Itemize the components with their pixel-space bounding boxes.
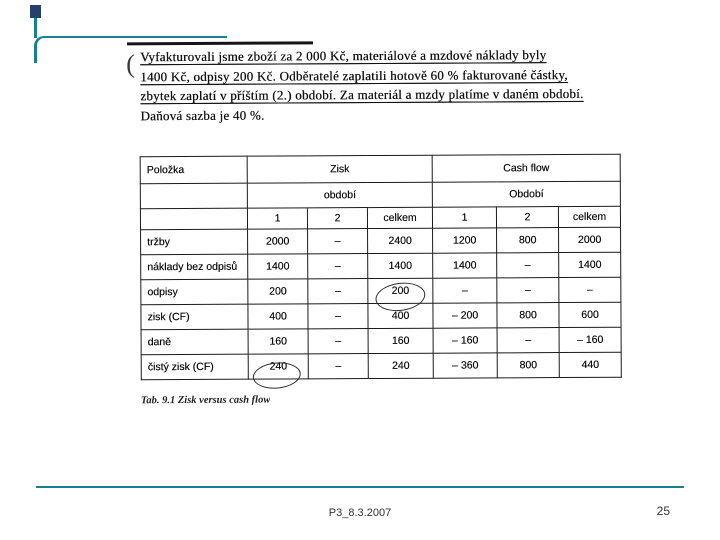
value-cell: 600 (559, 302, 621, 327)
value-cell: – 360 (433, 353, 497, 378)
value-cell: 2000 (248, 229, 308, 254)
value-cell: 800 (497, 228, 559, 253)
exercise-text-line: Daňová sazba je 40 %. (140, 107, 265, 123)
value-cell: 400 (368, 303, 433, 328)
exercise-text-line: Vyfakturovali jsme zboží za 2 000 Kč, materiálové a mzdové náklady byly (140, 47, 547, 65)
period-column-header: 2 (307, 208, 367, 229)
value-cell: – 160 (559, 327, 621, 352)
value-cell: 2000 (559, 227, 621, 252)
table-caption: Tab. 9.1 Zisk versus cash flow (141, 395, 270, 409)
table-row (141, 227, 621, 255)
period-column-header: 1 (247, 208, 307, 229)
exercise-text-line: 1400 Kč, odpisy 200 Kč. Odběratelé zaplatili hotově 60 % fakturované částky, (140, 66, 568, 84)
table-row (141, 252, 621, 280)
value-cell: 200 (368, 278, 433, 303)
value-cell: 1400 (433, 253, 497, 278)
table-subheader-row (140, 181, 620, 209)
period-column-header: 2 (496, 207, 558, 228)
row-label: tržby (141, 229, 248, 255)
period-column-header: celkem (558, 206, 620, 227)
row-label: daně (141, 329, 248, 355)
scan-top-edge-mark (127, 41, 313, 45)
period-column-header: 1 (432, 207, 496, 228)
zisk-cashflow-table (140, 154, 622, 381)
zisk-group-header: Zisk (247, 155, 432, 183)
table-row (141, 327, 621, 355)
exercise-text-line: zbytek zaplatí v příštím (2.) období. Za materiál a mzdy platíme v daném období. (140, 85, 584, 104)
value-cell: 200 (248, 279, 308, 304)
value-cell: 400 (248, 304, 308, 329)
value-cell: – (308, 329, 368, 354)
scanned-exercise-figure (127, 39, 631, 410)
value-cell: – (308, 304, 368, 329)
item-header-spacer (140, 208, 247, 230)
footer-divider-line (36, 486, 684, 488)
value-cell: 1400 (248, 254, 308, 279)
period-column-header: celkem (367, 207, 432, 228)
footer-text: P3_8.3.2007 (328, 507, 392, 519)
row-label: zisk (CF) (141, 304, 248, 330)
exercise-text (140, 45, 628, 126)
value-cell: 440 (559, 352, 621, 377)
value-cell: 1200 (433, 228, 497, 253)
value-cell: – (497, 253, 559, 278)
item-header-spacer (140, 183, 247, 209)
zisk-subheader: období (247, 182, 432, 208)
value-cell: – (308, 229, 368, 254)
cashflow-subheader: Období (432, 181, 620, 207)
row-label: odpisy (141, 279, 248, 305)
value-cell: 1400 (368, 253, 433, 278)
value-cell: 2400 (368, 228, 433, 253)
page-number: 25 (656, 504, 670, 518)
value-cell: 160 (248, 329, 308, 354)
value-cell: – 200 (433, 303, 497, 328)
value-cell: 1400 (559, 252, 621, 277)
corner-accent-stub-line (34, 18, 37, 38)
scan-margin-mark: ( (126, 49, 135, 79)
value-cell: 800 (497, 303, 559, 328)
cashflow-group-header: Cash flow (432, 154, 620, 182)
value-cell: – (308, 254, 368, 279)
corner-accent-square (30, 5, 41, 18)
value-cell: – (559, 277, 621, 302)
item-column-header: Položka (140, 156, 247, 184)
value-cell: 800 (497, 353, 559, 378)
value-cell: 240 (248, 354, 308, 379)
row-label: náklady bez odpisů (141, 254, 248, 280)
value-cell: – (308, 279, 368, 304)
value-cell: – (497, 278, 559, 303)
table-row (141, 352, 621, 380)
table-group-header-row (140, 154, 620, 184)
value-cell: – (308, 354, 368, 379)
row-label: čistý zisk (CF) (141, 354, 248, 380)
value-cell: 160 (368, 328, 433, 353)
value-cell: – (497, 328, 559, 353)
value-cell: – 160 (433, 328, 497, 353)
table-period-header-row (140, 206, 620, 230)
value-cell: – (433, 278, 497, 303)
value-cell: 240 (368, 353, 433, 378)
